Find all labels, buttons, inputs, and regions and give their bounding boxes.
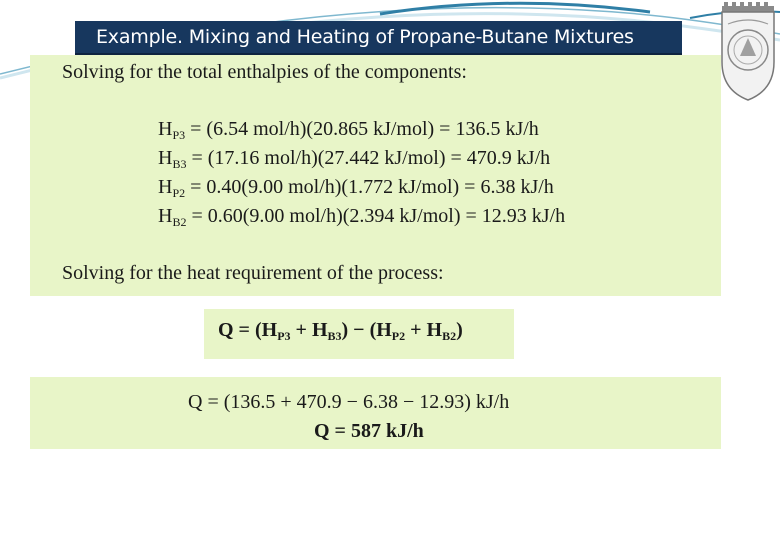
equation-hb3: $H_{B3} = (17.16$ mol/h)(27.442 kJ/mol) = 470.9 kJ/h — [158, 147, 551, 171]
university-seal-logo — [712, 0, 780, 104]
equation-hb2: $H_{B2} = 0.60(9.00$ mol/h)(2.394 kJ/mol) = 12.93 kJ/h — [158, 205, 566, 229]
heat-formula: $Q = (H_{P3} + H_{B3}) - (H_{P2} + H_{B2})$ — [218, 319, 463, 343]
equation-hp2: $H_{P2} = 0.40(9.00$ mol/h)(1.772 kJ/mol) = 6.38 kJ/h — [158, 176, 554, 200]
result-expression: Q = (136.5 + 470.9 − 6.38 − 12.93) kJ/h — [188, 391, 510, 413]
section2-heading: Solving for the heat requirement of the process: — [62, 262, 444, 284]
section1-heading: Solving for the total enthalpies of the components: — [62, 61, 467, 83]
slide-title: Example. Mixing and Heating of Propane-Butane Mixtures — [75, 21, 682, 55]
result-answer: Q = 587 kJ/h — [314, 420, 424, 442]
equation-hp3: $H_{P3} = (6.54$ mol/h)(20.865 kJ/mol) = 136.5 kJ/h — [158, 118, 539, 142]
